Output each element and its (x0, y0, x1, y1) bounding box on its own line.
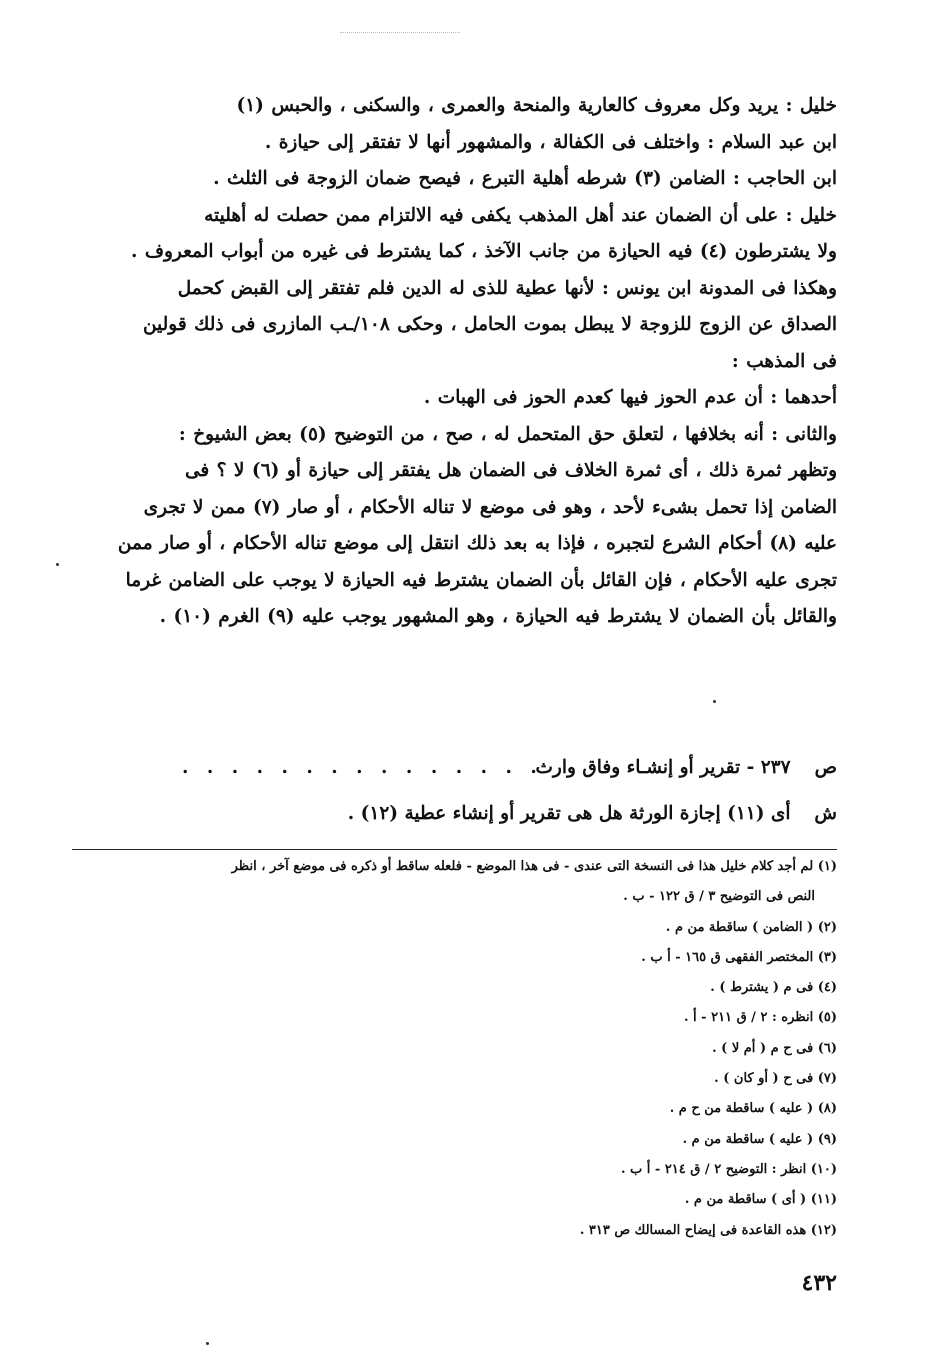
footnote-9 (66, 1125, 837, 1155)
paragraph-mudawwana (72, 271, 837, 381)
text-line: وتظهر ثمرة ذلك ، أى ثمرة الخلاف فى الضمان هل يفتقر إلى حيازة أو (٦) لا ؟ فى (184, 460, 837, 481)
text-line: خليل : على أن الضمان عند أهل المذهب يكفى فيه الالتزام ممن حصلت له أهليته (204, 204, 837, 226)
footnote-line: (١١) ( أى ) ساقطة من م . (684, 1192, 837, 1208)
text-line: الصداق عن الزوج للزوجة لا يبطل بموت الحامل ، وحكى ١٠٨/ـب المازرى فى ذلك قولين (142, 314, 837, 335)
commentary-line (72, 796, 837, 832)
paragraph-second-opinion (72, 417, 837, 454)
footnote-8 (66, 1094, 837, 1124)
text-line: والقائل بأن الضمان لا يشترط فيه الحيازة ، وهو المشهور يوجب عليه (٩) الغرم (١٠) . (159, 606, 837, 627)
text-line: ولا يشترطون (٤) فيه الحيازة من جانب الآخذ ، كما يشترط فى غيره من أبواب المعروف . (130, 241, 837, 262)
footnote-separator (72, 849, 837, 850)
footnote-line: (٩) ( عليه ) ساقطة من م . (682, 1131, 837, 1147)
footnote-line: (٦) فى ح م ( أم لا ) . (712, 1040, 837, 1056)
rule-mark: ص (814, 757, 837, 778)
text-line: تجرى عليه الأحكام ، فإن القائل بأن الضمان يشترط فيه الحيازة لا يوجب على الضامن غرما (125, 569, 837, 591)
footnote-11 (66, 1185, 837, 1215)
scan-speck (206, 1342, 209, 1345)
footnote-line: (٨) ( عليه ) ساقطة من ح م . (669, 1101, 837, 1117)
footnote-3 (66, 943, 837, 973)
text-line: فى المذهب : (731, 350, 837, 372)
footnote-2 (66, 913, 837, 943)
paragraph-ibn-alhajib (72, 161, 837, 198)
paragraph-khalil-2 (72, 198, 837, 271)
paragraph-ibn-abd-alsalam (72, 125, 837, 162)
footnote-10 (66, 1155, 837, 1185)
scan-artifact (340, 32, 460, 35)
footnote-line: (٥) انظره : ٢ / ق ٢١١ - أ . (683, 1010, 837, 1026)
main-text (72, 88, 837, 636)
rule-dots: . . . . . . . . . . . . . . . (182, 757, 543, 778)
footnote-line: النص فى التوضيح ٣ / ق ١٢٢ - ب . (623, 889, 815, 905)
paragraph-khalil-1 (72, 88, 837, 125)
footnote-4 (66, 973, 837, 1003)
footnote-line: (١) لم أجد كلام خليل هذا فى النسخة التى عندى - فى هذا الموضع - فلعله ساقط أو ذكره فى موضع آخر ، انظر (231, 859, 837, 874)
text-line: وهكذا فى المدونة ابن يونس : لأنها عطية للذى له الدين فلم تفتقر إلى القبض كحمل (177, 277, 837, 299)
commentary-mark: ش (814, 803, 837, 824)
text-line: والثانى : أنه بخلافها ، لتعلق حق المتحمل له ، صح ، من التوضيح (٥) بعض الشيوخ : (178, 423, 837, 445)
text-line: أحدهما : أن عدم الحوز فيها كعدم الحوز فى الهبات . (423, 387, 837, 408)
paragraph-first-opinion (72, 380, 837, 417)
paragraph-outcome (72, 453, 837, 636)
scan-speck (713, 700, 716, 703)
text-line: ابن الحاجب : الضامن (٣) شرطه أهلية التبرع ، فيصح ضمان الزوجة فى الثلث . (213, 168, 837, 189)
footnote-line: (٤) فى م ( يشترط ) . (710, 980, 837, 996)
footnote-12 (66, 1216, 837, 1246)
footnote-5 (66, 1003, 837, 1033)
footnote-line: (٣) المختصر الفقهى ق ١٦٥ - أ ب . (641, 949, 837, 965)
rule-text: ٢٣٧ - تقرير أو إنشـاء وفاق وارث (535, 757, 791, 778)
footnote-6 (66, 1034, 837, 1064)
scan-speck (56, 563, 59, 566)
footnote-1 (66, 852, 837, 913)
text-line: عليه (٨) أحكام الشرع لتجبره ، فإذا به بعد ذلك انتقل إلى موضع تناله الأحكام ، أو صار ممن (117, 533, 837, 554)
footnote-line: (١٠) انظر : التوضيح ٢ / ق ٢١٤ - أ ب . (620, 1161, 837, 1177)
rule-line (72, 750, 837, 786)
footnote-7 (66, 1064, 837, 1094)
footnote-line: (١٢) هذه القاعدة فى إيضاح المسالك ص ٣١٣ . (579, 1222, 837, 1238)
text-line: خليل : يريد وكل معروف كالعارية والمنحة والعمرى ، والسكنى ، والحبس (١) (236, 95, 837, 116)
text-line: الضامن إذا تحمل بشىء لأحد ، وهو فى موضع لا تناله الأحكام ، أو صار (٧) ممن لا تجرى (143, 496, 837, 518)
footnotes (66, 852, 837, 1246)
commentary-text: أى (١١) إجازة الورثة هل هى تقرير أو إنشاء عطية (١٢) . (347, 803, 791, 824)
footnote-line: (٧) فى ح ( أو كان ) . (714, 1071, 837, 1087)
text-line: ابن عبد السلام : واختلف فى الكفالة ، والمشهور أنها لا تفتقر إلى حيازة . (264, 131, 837, 153)
footnote-line: (٢) ( الضامن ) ساقطة من م . (665, 919, 837, 935)
page-number: ٤٣٢ (801, 1270, 837, 1296)
